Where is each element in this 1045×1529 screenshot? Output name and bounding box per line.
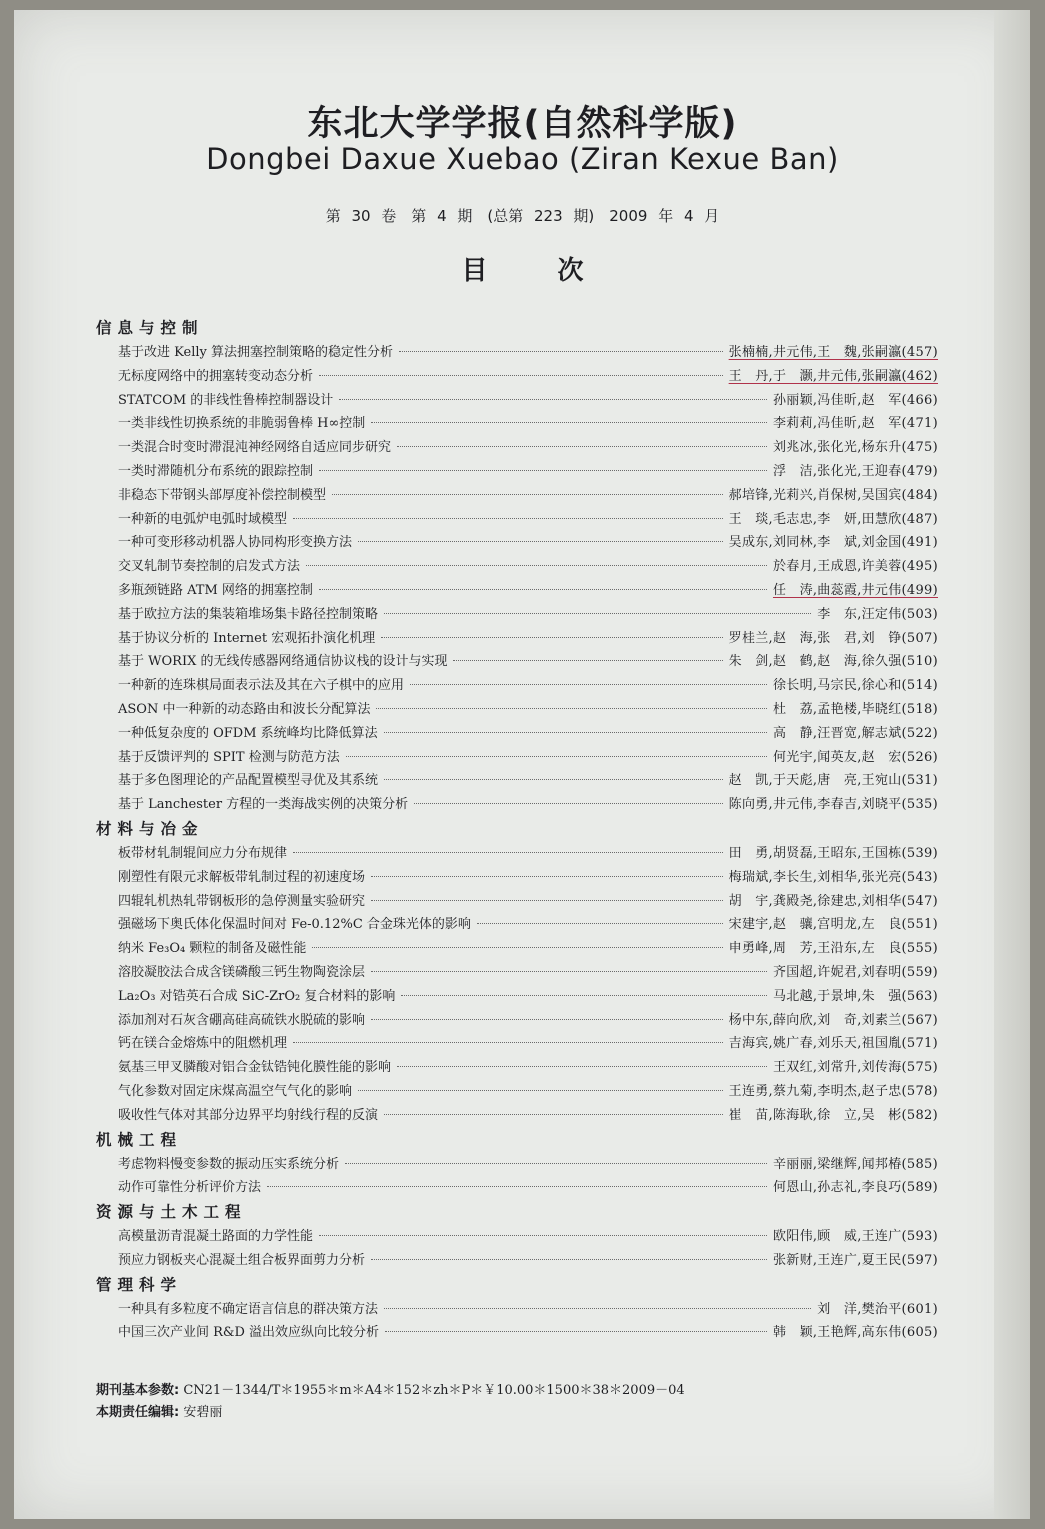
article-title: 钙在镁合金熔炼中的阻燃机理: [118, 1036, 288, 1052]
article-authors-page: 张楠楠,井元伟,王 魏,张嗣瀛(457): [728, 345, 938, 360]
dot-leader: [293, 852, 723, 853]
dot-leader: [399, 351, 723, 352]
article-title: 基于多色图理论的产品配置模型寻优及其系统: [118, 773, 379, 789]
dot-leader: [384, 779, 723, 780]
article-title: 一类非线性切换系统的非脆弱鲁棒 H∞控制: [118, 416, 366, 432]
article-authors-page: 何恩山,孙志礼,李良巧(589): [772, 1180, 938, 1196]
article-title: 板带材轧制辊间应力分布规律: [118, 845, 288, 861]
toc-entry: [96, 1080, 938, 1104]
toc-entry: [96, 842, 938, 866]
article-authors-page: 韩 颖,王艳辉,高东伟(605): [772, 1325, 938, 1341]
page-footer: [96, 1380, 685, 1424]
article-authors-page: 李莉莉,冯佳昕,赵 军(471): [772, 416, 938, 432]
dot-leader: [293, 1042, 723, 1043]
article-title: 基于 Lanchester 方程的一类海战实例的决策分析: [118, 797, 409, 813]
issue-info: 第 30 卷 第 4 期 (总第 223 期) 2009 年 4 月: [325, 207, 720, 225]
article-title: 气化参数对固定床煤高温空气气化的影响: [118, 1083, 353, 1099]
article-authors-page: 梅瑞斌,李长生,刘相华,张光亮(543): [728, 869, 938, 885]
toc-entry: [96, 365, 938, 389]
article-title: 基于反馈评判的 SPIT 检测与防范方法: [118, 749, 340, 765]
toc-entry: [96, 1104, 938, 1128]
article-authors-page: 胡 宇,龚殿尧,徐建忠,刘相华(547): [728, 893, 938, 909]
article-title: 无标度网络中的拥塞转变动态分析: [118, 368, 314, 384]
editor-label: 本期责任编辑:: [96, 1405, 180, 1420]
article-authors-page: 马北越,于景坤,朱 强(563): [772, 988, 938, 1004]
article-title: 刚塑性有限元求解板带轧制过程的初速度场: [118, 869, 366, 885]
toc-entry: [96, 436, 938, 460]
article-title: 一种可变形移动机器人协同构形变换方法: [118, 535, 353, 551]
article-authors-page: 孙丽颖,冯佳昕,赵 军(466): [772, 392, 938, 408]
page-spine-shadow: [994, 10, 1030, 1519]
dot-leader: [397, 446, 767, 447]
toc-entry: [96, 674, 938, 698]
article-title: 基于改进 Kelly 算法拥塞控制策略的稳定性分析: [118, 345, 393, 360]
article-title: 基于 WORIX 的无线传感器网络通信协议栈的设计与实现: [118, 654, 448, 670]
dot-leader: [371, 422, 767, 423]
article-title: 预应力钢板夹心混凝土组合板界面剪力分析: [118, 1252, 366, 1268]
section-heading: 管理科学: [96, 1275, 183, 1294]
section-heading: 资源与土木工程: [96, 1203, 247, 1222]
article-authors-page: 王连勇,蔡九菊,李明杰,赵子忠(578): [728, 1083, 938, 1099]
dot-leader: [293, 518, 723, 519]
article-authors-page: 任 涛,曲蕊霞,井元伟(499): [772, 582, 938, 598]
article-title: 考虑物料慢变参数的振动压实系统分析: [118, 1156, 340, 1172]
dot-leader: [345, 1163, 767, 1164]
dot-leader: [346, 756, 767, 757]
dot-leader: [384, 613, 811, 614]
toc-entry: [96, 508, 938, 532]
toc-entry: [96, 579, 938, 603]
toc-heading: 目次: [461, 256, 654, 286]
article-authors-page: 王 琰,毛志忠,李 妍,田慧欣(487): [728, 511, 938, 527]
journal-params: [96, 1380, 685, 1402]
dot-leader: [385, 1331, 767, 1332]
dot-leader: [371, 900, 723, 901]
article-authors-page: 宋建宇,赵 骧,宫明龙,左 良(551): [728, 917, 938, 933]
dot-leader: [332, 494, 723, 495]
dot-leader: [312, 947, 722, 948]
section-heading: 材料与冶金: [96, 819, 204, 838]
article-authors-page: 杨中东,薛向欣,刘 奇,刘素兰(567): [728, 1012, 938, 1028]
article-title: 一类混合时变时滞混沌神经网络自适应同步研究: [118, 440, 392, 456]
article-authors-page: 吉海宾,姚广春,刘乐天,祖国胤(571): [728, 1036, 938, 1052]
dot-leader: [401, 995, 767, 996]
article-title: La₂O₃ 对锆英石合成 SiC-ZrO₂ 复合材料的影响: [118, 988, 396, 1004]
journal-title-cn: 东北大学学报(自然科学版): [307, 104, 738, 144]
dot-leader: [319, 375, 723, 376]
article-authors-page: 崔 苗,陈海耿,徐 立,吴 彬(582): [728, 1107, 938, 1123]
dot-leader: [371, 1259, 767, 1260]
params-value: CN21－1344/T＊1955＊m＊A4＊152＊zh＊P＊￥10.00＊1500＊38＊2009－04: [183, 1383, 685, 1398]
dot-leader: [384, 1114, 723, 1115]
article-title: 基于协议分析的 Internet 宏观拓扑演化机理: [118, 630, 376, 646]
dot-leader: [384, 1308, 811, 1309]
article-authors-page: 申勇峰,周 芳,王沿东,左 良(555): [728, 941, 938, 957]
article-authors-page: 於春月,王成恩,许美蓉(495): [772, 559, 938, 575]
toc-entry: [96, 412, 938, 436]
article-authors-page: 陈向勇,井元伟,李春吉,刘晓平(535): [728, 797, 938, 813]
responsible-editor: [96, 1402, 685, 1424]
dot-leader: [477, 923, 723, 924]
toc-entry: [96, 484, 938, 508]
toc-entry: [96, 603, 938, 627]
article-authors-page: 王 丹,于 灏,井元伟,张嗣瀛(462): [728, 368, 938, 384]
toc-entry: [96, 1249, 938, 1273]
article-authors-page: 欧阳伟,顾 威,王连广(593): [772, 1229, 938, 1245]
article-authors-page: 浮 洁,张化光,王迎春(479): [772, 463, 938, 479]
article-authors-page: 辛丽丽,梁继辉,闻邦椿(585): [772, 1156, 938, 1172]
dot-leader: [358, 1090, 723, 1091]
dot-leader: [371, 876, 723, 877]
toc-entry: [96, 531, 938, 555]
article-authors-page: 吴成东,刘同林,李 斌,刘金国(491): [728, 535, 938, 551]
toc-entry: [96, 769, 938, 793]
article-title: 非稳态下带钢头部厚度补偿控制模型: [118, 487, 327, 503]
article-title: 添加剂对石灰含硼高硅高硫铁水脱硫的影响: [118, 1012, 366, 1028]
article-title: 纳米 Fe₃O₄ 颗粒的制备及磁性能: [118, 941, 307, 957]
section-heading: 机械工程: [96, 1130, 183, 1149]
toc-entry: [96, 1225, 938, 1249]
toc-entry: [96, 1176, 938, 1200]
dot-leader: [267, 1186, 767, 1187]
toc-entry: [96, 460, 938, 484]
toc-entry: [96, 627, 938, 651]
article-authors-page: 赵 凯,于天彪,唐 亮,王宛山(531): [728, 773, 938, 789]
article-authors-page: 田 勇,胡贤磊,王昭东,王国栋(539): [728, 845, 938, 861]
article-title: 强磁场下奥氏体化保温时间对 Fe-0.12%C 合金珠光体的影响: [118, 917, 471, 933]
toc-entry: [96, 985, 938, 1009]
article-title: 中国三次产业间 R&D 溢出效应纵向比较分析: [118, 1325, 380, 1341]
article-title: ASON 中一种新的动态路由和波长分配算法: [118, 701, 371, 717]
dot-leader: [358, 541, 723, 542]
article-title: 一种新的连珠棋局面表示法及其在六子棋中的应用: [118, 678, 405, 694]
editor-value: 安碧丽: [183, 1405, 223, 1420]
article-authors-page: 朱 剑,赵 鹤,赵 海,徐久强(510): [728, 654, 938, 670]
toc-entry: [96, 746, 938, 770]
table-of-contents: [96, 316, 938, 1345]
toc-entry: [96, 913, 938, 937]
article-authors-page: 刘兆冰,张化光,杨东升(475): [772, 440, 938, 456]
toc-entry: [96, 890, 938, 914]
article-authors-page: 徐长明,马宗民,徐心和(514): [772, 678, 938, 694]
article-title: 交叉轧制节奏控制的启发式方法: [118, 559, 301, 575]
section-heading: 信息与控制: [96, 319, 204, 337]
article-title: 多瓶颈链路 ATM 网络的拥塞控制: [118, 582, 313, 598]
toc-entry: [96, 961, 938, 985]
toc-entry: [96, 698, 938, 722]
dot-leader: [376, 708, 767, 709]
article-title: STATCOM 的非线性鲁棒控制器设计: [118, 392, 334, 408]
toc-entry: [96, 1153, 938, 1177]
article-title: 氨基三甲叉膦酸对铝合金钛锆钝化膜性能的影响: [118, 1060, 392, 1076]
article-title: 四辊轧机热轧带钢板形的急停测量实验研究: [118, 893, 366, 909]
toc-entry: [96, 793, 938, 817]
article-authors-page: 何光宇,闻英友,赵 宏(526): [772, 749, 938, 765]
dot-leader: [319, 589, 767, 590]
toc-entry: [96, 1298, 938, 1322]
article-authors-page: 郝培锋,光莉兴,肖保树,吴国宾(484): [728, 487, 938, 503]
dot-leader: [371, 1019, 723, 1020]
toc-entry: [96, 650, 938, 674]
params-label: 期刊基本参数:: [96, 1383, 180, 1398]
article-authors-page: 杜 荔,孟艳楼,毕晓红(518): [772, 701, 938, 717]
toc-entry: [96, 722, 938, 746]
dot-leader: [339, 399, 767, 400]
article-authors-page: 李 东,汪定伟(503): [817, 606, 938, 622]
toc-entry: [96, 555, 938, 579]
article-authors-page: 王双红,刘常升,刘传海(575): [772, 1060, 938, 1076]
journal-title-en: Dongbei Daxue Xuebao (Ziran Kexue Ban): [206, 142, 839, 176]
article-title: 一种具有多粒度不确定语言信息的群决策方法: [118, 1301, 379, 1317]
article-authors-page: 齐国超,许妮君,刘春明(559): [772, 964, 938, 980]
dot-leader: [384, 732, 767, 733]
article-title: 动作可靠性分析评价方法: [118, 1180, 262, 1196]
toc-entry: [96, 389, 938, 413]
toc-entry: [96, 1032, 938, 1056]
dot-leader: [319, 470, 767, 471]
dot-leader: [414, 803, 722, 804]
article-title: 吸收性气体对其部分边界平均射线行程的反演: [118, 1107, 379, 1123]
toc-entry: [96, 1009, 938, 1033]
dot-leader: [371, 971, 767, 972]
dot-leader: [319, 1235, 767, 1236]
toc-entry: [96, 1056, 938, 1080]
article-title: 一种新的电弧炉电弧时域模型: [118, 511, 288, 527]
toc-entry: [96, 937, 938, 961]
dot-leader: [397, 1066, 767, 1067]
article-title: 高模量沥青混凝土路面的力学性能: [118, 1229, 314, 1245]
toc-entry: [96, 341, 938, 365]
dot-leader: [410, 684, 767, 685]
article-authors-page: 高 静,汪晋宽,解志斌(522): [772, 725, 938, 741]
article-title: 溶胶凝胶法合成含镁磷酸三钙生物陶瓷涂层: [118, 964, 366, 980]
article-authors-page: 刘 洋,樊治平(601): [817, 1301, 938, 1317]
dot-leader: [453, 660, 722, 661]
article-title: 一种低复杂度的 OFDM 系统峰均比降低算法: [118, 725, 378, 741]
article-title: 基于欧拉方法的集装箱堆场集卡路径控制策略: [118, 606, 379, 622]
dot-leader: [306, 565, 767, 566]
dot-leader: [381, 637, 722, 638]
toc-entry: [96, 866, 938, 890]
article-authors-page: 张新财,王连广,夏王民(597): [772, 1252, 938, 1268]
article-title: 一类时滞随机分布系统的跟踪控制: [118, 463, 314, 479]
toc-entry: [96, 1321, 938, 1345]
article-authors-page: 罗桂兰,赵 海,张 君,刘 铮(507): [728, 630, 938, 646]
